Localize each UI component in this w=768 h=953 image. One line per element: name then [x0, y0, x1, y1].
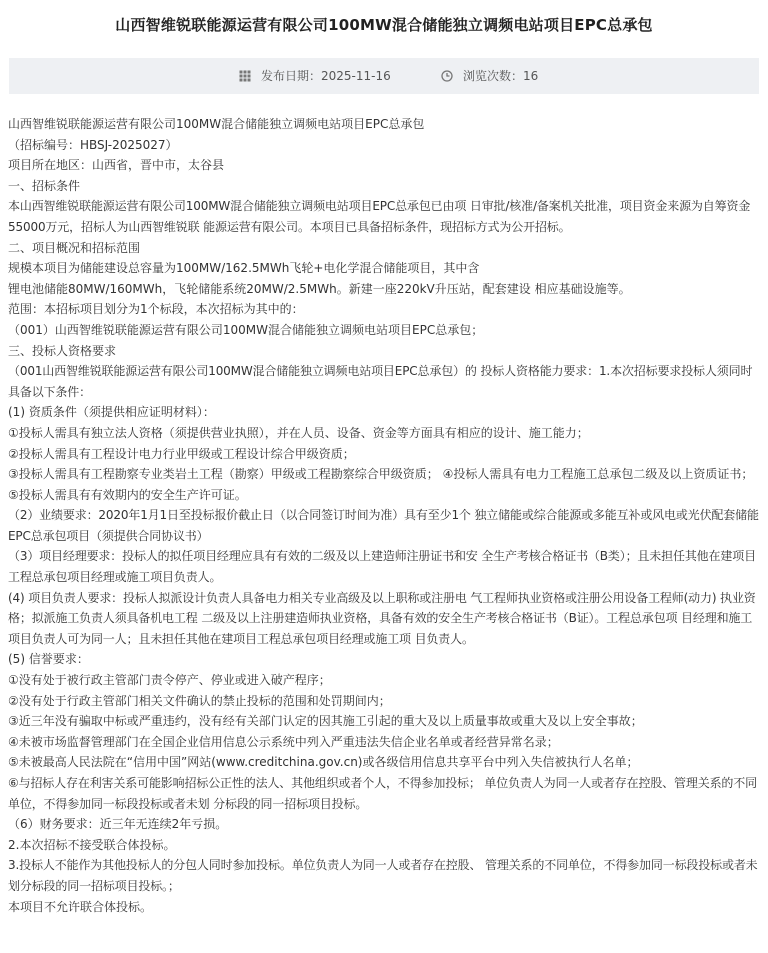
list-item: ③近三年没有骗取中标或严重违约，没有经有关部门认定的因其施工引起的重大及以上质量事故或重大及以上安全事故；: [8, 714, 643, 729]
list-item: ①投标人需具有独立法人资格（须提供营业执照），并在人员、设备、资金等方面具有相应的设计、施工能力；: [8, 425, 589, 440]
clock-icon: [441, 70, 453, 82]
paragraph: (4) 项目负责人要求：投标人拟派设计负责人具备电力相关专业高级及以上职称或注册电 气工程师执业资格或注册公用设备工程师(动力) 执业资格；拟派施工负责人须具备机电工程 二级及以上注册建造师执业资格，具备有效的安全生产考核合格证书（B证）。工程总承包项 目经理和施工项目负责人可为同一人；且未担任其他在建项目工程总承包项目经理或施工项 目负责人。: [8, 590, 756, 646]
section-heading: 一、招标条件: [8, 178, 81, 193]
paragraph: 规模本项目为储能建设总容量为100MW/162.5MWh飞轮+电化学混合储能项目，其中含: [8, 261, 480, 276]
list-item: ③投标人需具有工程勘察专业类岩土工程（勘察）甲级或工程勘察综合甲级资质； ④投标人需具有电力工程施工总承包二级及以上资质证书；: [8, 467, 754, 482]
list-item: ②没有处于行政主管部门相关文件确认的禁止投标的范围和处罚期间内；: [8, 693, 391, 708]
calendar-icon: [239, 70, 251, 82]
view-count-label: 浏览次数：: [463, 69, 524, 83]
paragraph: （2）业绩要求：2020年1月1日至投标报价截止日（以合同签订时间为准）具有至少1个 独立储能或综合能源或多能互补或风电或光伏配套储能EPC总承包项目（须提供合同协议书）: [8, 508, 759, 543]
section-heading: 二、项目概况和招标范围: [8, 240, 141, 255]
project-location: 项目所在地区：山西省，晋中市，太谷县: [8, 158, 225, 173]
list-item: ⑤投标人需具有有效期内的安全生产许可证。: [8, 487, 247, 502]
list-item: ①没有处于被行政主管部门责令停产、停业或进入破产程序；: [8, 673, 331, 688]
section-heading: 三、投标人资格要求: [8, 343, 117, 358]
paragraph: （6）财务要求：近三年无连续2年亏损。: [8, 817, 228, 832]
list-item: ⑤未被最高人民法院在“信用中国”网站(www.creditchina.gov.cn)或各级信用信息共享平台中列入失信被执行人名单；: [8, 755, 639, 770]
paragraph: （3）项目经理要求：投标人的拟任项目经理应具有有效的二级及以上建造师注册证书和安 全生产考核合格证书（B类）；且未担任其他在建项目工程总承包项目经理或施工项目负责人。: [8, 549, 756, 585]
paragraph: 本项目不允许联合体投标。: [8, 899, 153, 914]
paragraph: 锂电池储能80MW/160MWh，飞轮储能系统20MW/2.5MWh。新建一座220kV升压站，配套建设 相应基础设施等。: [8, 281, 631, 296]
list-item: ⑥与招标人存在利害关系可能影响招标公正性的法人、其他组织或者个人，不得参加投标； 单位负责人为同一人或者存在控股、管理关系的不同单位，不得参加同一标段投标或者未划 分标段的同一招标项目投标。: [8, 776, 757, 811]
meta-bar: [9, 58, 759, 94]
view-count: [441, 58, 538, 94]
list-item: ④未被市场监督管理部门在全国企业信用信息公示系统中列入严重违法失信企业名单或者经营异常名录；: [8, 734, 559, 749]
paragraph: （001山西智维锐联能源运营有限公司100MW混合储能独立调频电站项目EPC总承包）的 投标人资格能力要求：1.本次招标要求投标人须同时具备以下条件：: [8, 364, 753, 399]
publish-date: [239, 58, 391, 94]
tender-number: （招标编号：HBSJ-2025027）: [8, 137, 178, 152]
announcement-body: [8, 114, 762, 917]
page-title: 山西智维锐联能源运营有限公司100MW混合储能独立调频电站项目EPC总承包: [115, 16, 653, 34]
paragraph: (1) 资质条件（须提供相应证明材料）：: [8, 405, 215, 420]
paragraph: （001）山西智维锐联能源运营有限公司100MW混合储能独立调频电站项目EPC总承包；: [8, 322, 484, 337]
paragraph: 2.本次招标不接受联合体投标。: [8, 837, 176, 852]
publish-date-value: 2025-11-16: [321, 69, 391, 83]
paragraph: 本山西智维锐联能源运营有限公司100MW混合储能独立调频电站项目EPC总承包已由项 日审批/核准/备案机关批准，项目资金来源为自筹资金55000万元，招标人为山西智维锐联 能源运营有限公司。本项目已具备招标条件，现招标方式为公开招标。: [8, 199, 751, 234]
view-count-value: 16: [523, 69, 539, 83]
publish-date-label: 发布日期：: [261, 69, 322, 83]
project-title-line: 山西智维锐联能源运营有限公司100MW混合储能独立调频电站项目EPC总承包: [8, 117, 425, 131]
paragraph: 范围：本招标项目划分为1个标段，本次招标为其中的：: [8, 302, 304, 317]
paragraph: (5) 信誉要求：: [8, 652, 89, 667]
paragraph: 3.投标人不能作为其他投标人的分包人同时参加投标。单位负责人为同一人或者存在控股、 管理关系的不同单位，不得参加同一标段投标或者未划分标段的同一招标项目投标。；: [8, 858, 758, 893]
list-item: ②投标人需具有工程设计电力行业甲级或工程设计综合甲级资质；: [8, 446, 355, 461]
